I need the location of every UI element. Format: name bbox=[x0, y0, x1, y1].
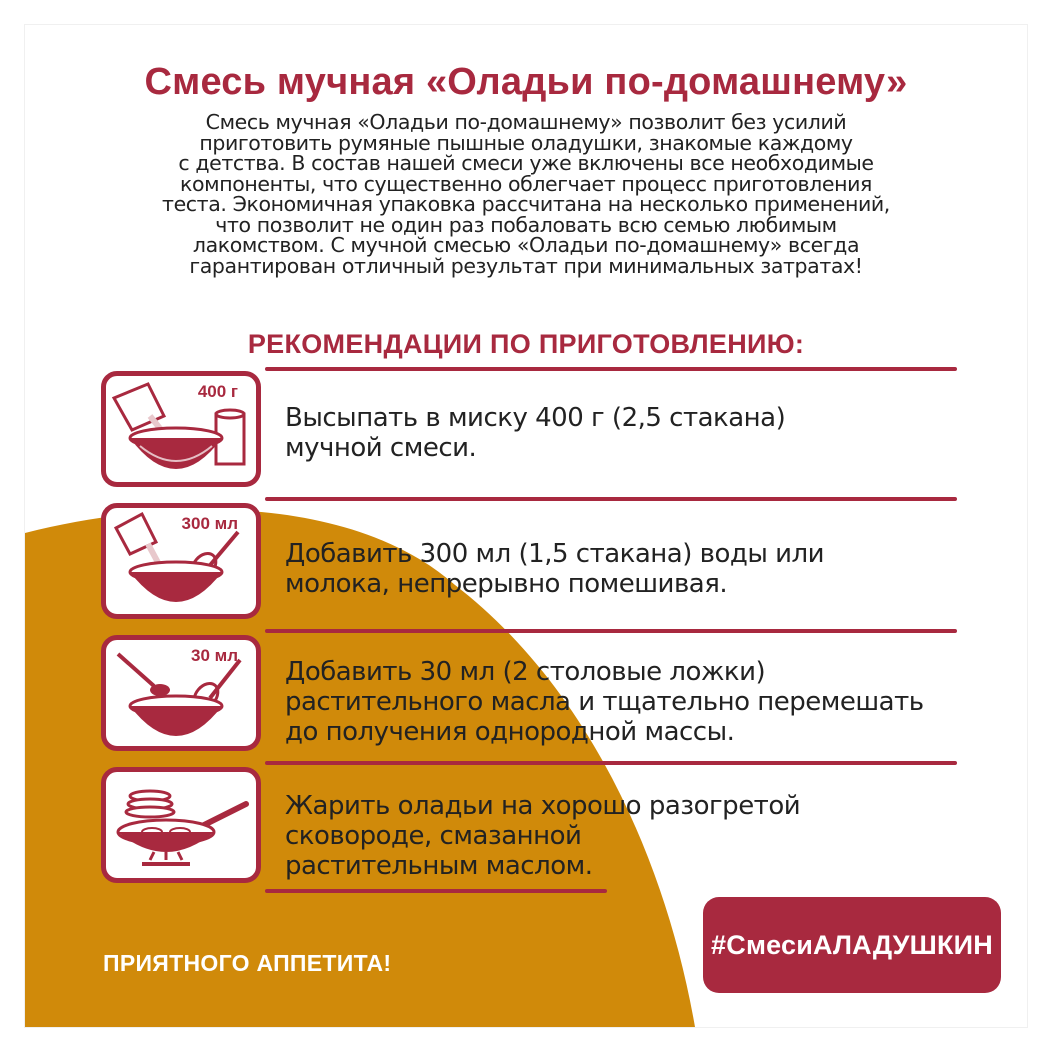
page bbox=[24, 24, 1028, 1028]
step-1-icon-box bbox=[101, 371, 261, 487]
page-title: Смесь мучная «Оладьи по-домашнему» bbox=[144, 61, 908, 103]
step-text-line: Высыпать в миску 400 г (2,5 стакана) bbox=[285, 403, 786, 433]
step-text-line: Жарить оладьи на хорошо разогретой bbox=[285, 791, 801, 821]
frying-pan-pancakes-icon bbox=[106, 772, 256, 878]
step-divider bbox=[265, 889, 607, 893]
step-amount: 400 г bbox=[197, 382, 238, 401]
step-amount: 30 мл bbox=[190, 646, 238, 665]
hashtag-button[interactable]: #СмесиАЛАДУШКИН bbox=[703, 897, 1001, 993]
step-text-line: растительного масла и тщательно перемешать bbox=[285, 687, 924, 717]
step-3-text bbox=[285, 657, 945, 747]
description-line: теста. Экономичная упаковка рассчитана на несколько применений, bbox=[162, 192, 890, 216]
description-line: гарантирован отличный результат при минимальных затратах! bbox=[189, 253, 863, 278]
description-line: лакомством. С мучной смесью «Оладьи по-домашнему» всегда bbox=[192, 233, 860, 257]
step-text-line: мучной смеси. bbox=[285, 433, 477, 463]
description-line: Смесь мучная «Оладьи по-домашнему» позволит без усилий bbox=[205, 110, 847, 134]
step-amount: 300 мл bbox=[181, 514, 238, 533]
description-line: с детства. В состав нашей смеси уже включены все необходимые bbox=[178, 151, 874, 175]
step-4-icon-box bbox=[101, 767, 261, 883]
step-text-line: растительным маслом. bbox=[285, 851, 593, 881]
step-divider bbox=[265, 761, 957, 765]
description-line: приготовить румяные пышные оладушки, знакомые каждому bbox=[199, 130, 853, 155]
step-1-text bbox=[285, 403, 945, 463]
description-line: компоненты, что существенно облегчает процесс приготовления bbox=[180, 171, 872, 196]
step-2-icon-box bbox=[101, 503, 261, 619]
step-divider bbox=[265, 629, 957, 633]
step-divider bbox=[265, 497, 957, 501]
description-line: что позволит не один раз побаловать всю семью любимым bbox=[215, 212, 837, 237]
section-heading: РЕКОМЕНДАЦИИ ПО ПРИГОТОВЛЕНИЮ: bbox=[247, 329, 805, 359]
step-4-text bbox=[285, 791, 945, 881]
closing-message: ПРИЯТНОГО АППЕТИТА! bbox=[103, 950, 392, 976]
step-text-line: до получения однородной массы. bbox=[285, 717, 735, 747]
description bbox=[155, 112, 897, 276]
step-text-line: Добавить 30 мл (2 столовые ложки) bbox=[285, 657, 766, 687]
step-text-line: Добавить 300 мл (1,5 стакана) воды или bbox=[285, 539, 825, 569]
step-text-line: сковороде, смазанной bbox=[285, 821, 582, 851]
step-text-line: молока, непрерывно помешивая. bbox=[285, 569, 728, 599]
step-2-text bbox=[285, 539, 945, 599]
step-3-icon-box bbox=[101, 635, 261, 751]
step-divider bbox=[265, 367, 957, 371]
